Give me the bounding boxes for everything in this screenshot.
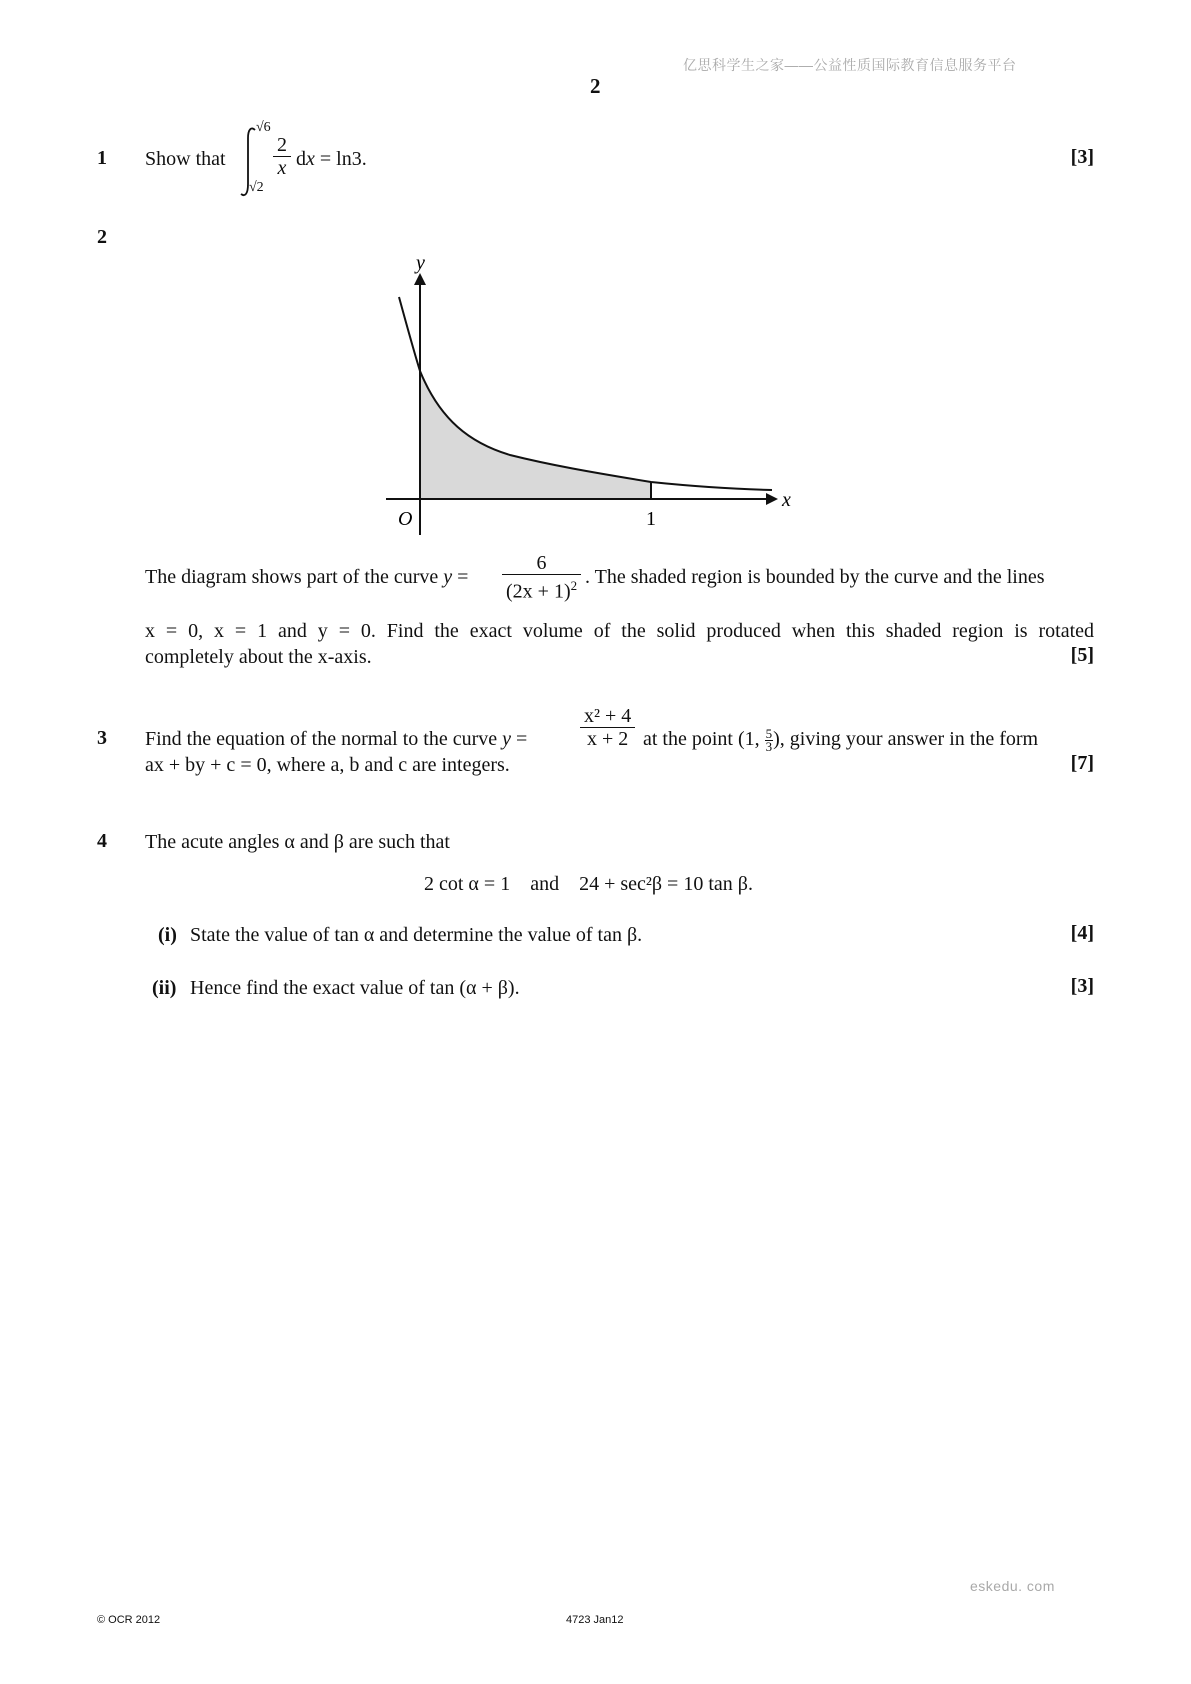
question-3-line-1 [145, 726, 527, 752]
q3-line1-start: Find the equation of the normal to the curve [145, 728, 503, 750]
question-4-part-ii-text: Hence find the exact value of tan (α + β). [190, 977, 520, 999]
q3-frac-denominator: x + 2 [587, 728, 629, 750]
question-2-marks: [5] [1070, 644, 1094, 666]
q3-point-numerator: 5 [765, 725, 773, 741]
q3-line1-mid: at the point (1, [643, 728, 765, 750]
question-2-number: 2 [97, 226, 107, 248]
question-1-integrand [273, 134, 291, 179]
question-4-part-i-text: State the value of tan α and determine the value of tan β. [190, 924, 643, 946]
q3-frac-numerator: x² + 4 [580, 705, 635, 728]
integrand-denominator: x [277, 157, 287, 179]
shaded-region [420, 371, 651, 499]
dx-var: x [306, 148, 315, 170]
watermark-bottom: eskedu. com [970, 1578, 1055, 1594]
q2-y-var: y [443, 566, 453, 588]
dx-d: d [296, 148, 306, 170]
watermark-top: 亿思科学生之家——公益性质国际教育信息服务平台 [683, 57, 1017, 73]
question-2-line-1 [145, 564, 468, 590]
question-4-intro: The acute angles α and β are such that [145, 831, 450, 853]
curve-diagram [380, 255, 800, 545]
y-axis-arrow-icon [414, 273, 426, 285]
q2-line1-start: The diagram shows part of the curve [145, 566, 444, 588]
question-2-line-2: x = 0, x = 1 and y = 0. Find the exact volume of the solid produced when this shaded region is rotated [145, 620, 1094, 642]
question-2-line-1-end: . The shaded region is bounded by the curve and the lines [585, 566, 1045, 588]
tick-label-1: 1 [646, 508, 656, 530]
question-2-line-3: completely about the x-axis. [145, 646, 372, 668]
q3-y-var: y [502, 728, 512, 750]
question-4-part-ii-marks: [3] [1070, 975, 1094, 997]
origin-label: O [398, 508, 413, 530]
question-3-line-1-mid [643, 726, 1038, 753]
question-2-fraction [502, 552, 581, 603]
integral-result: = ln3. [314, 148, 367, 170]
footer-paper-code: 4723 Jan12 [566, 1614, 624, 1626]
y-axis-label: y [416, 255, 425, 274]
integrand-numerator: 2 [273, 134, 291, 157]
question-3-fraction [580, 705, 635, 750]
question-3-number: 3 [97, 727, 107, 749]
question-1-marks: [3] [1070, 146, 1094, 168]
question-3-line-2: ax + by + c = 0, where a, b and c are integers. [145, 754, 510, 776]
question-4-part-ii-label: (ii) [152, 977, 177, 999]
q2-equals: = [452, 566, 469, 588]
question-3-marks: [7] [1070, 752, 1094, 774]
question-1-prefix: Show that [145, 148, 226, 170]
question-4-number: 4 [97, 830, 107, 852]
q3-point-denominator: 3 [765, 738, 773, 754]
integral-upper-limit: √6 [256, 120, 271, 135]
q3-line1-end: ), giving your answer in the form [773, 728, 1039, 750]
page-number: 2 [590, 74, 601, 98]
q3-equals: = [511, 728, 528, 750]
question-1-number: 1 [97, 147, 107, 169]
x-axis-arrow-icon [766, 493, 778, 505]
question-4-part-i-label: (i) [158, 924, 177, 946]
integral-lower-limit: √2 [249, 180, 264, 195]
footer-copyright: © OCR 2012 [97, 1614, 161, 1626]
q2-frac-numerator: 6 [502, 552, 581, 575]
question-1-result [296, 146, 367, 172]
question-4-equation: 2 cot α = 1 and 24 + sec²β = 10 tan β. [424, 873, 753, 895]
q2-frac-denominator: (2x + 1) [506, 580, 571, 603]
question-4-part-i-marks: [4] [1070, 922, 1094, 944]
q2-frac-exponent: 2 [570, 578, 578, 593]
x-axis-label: x [782, 489, 791, 511]
